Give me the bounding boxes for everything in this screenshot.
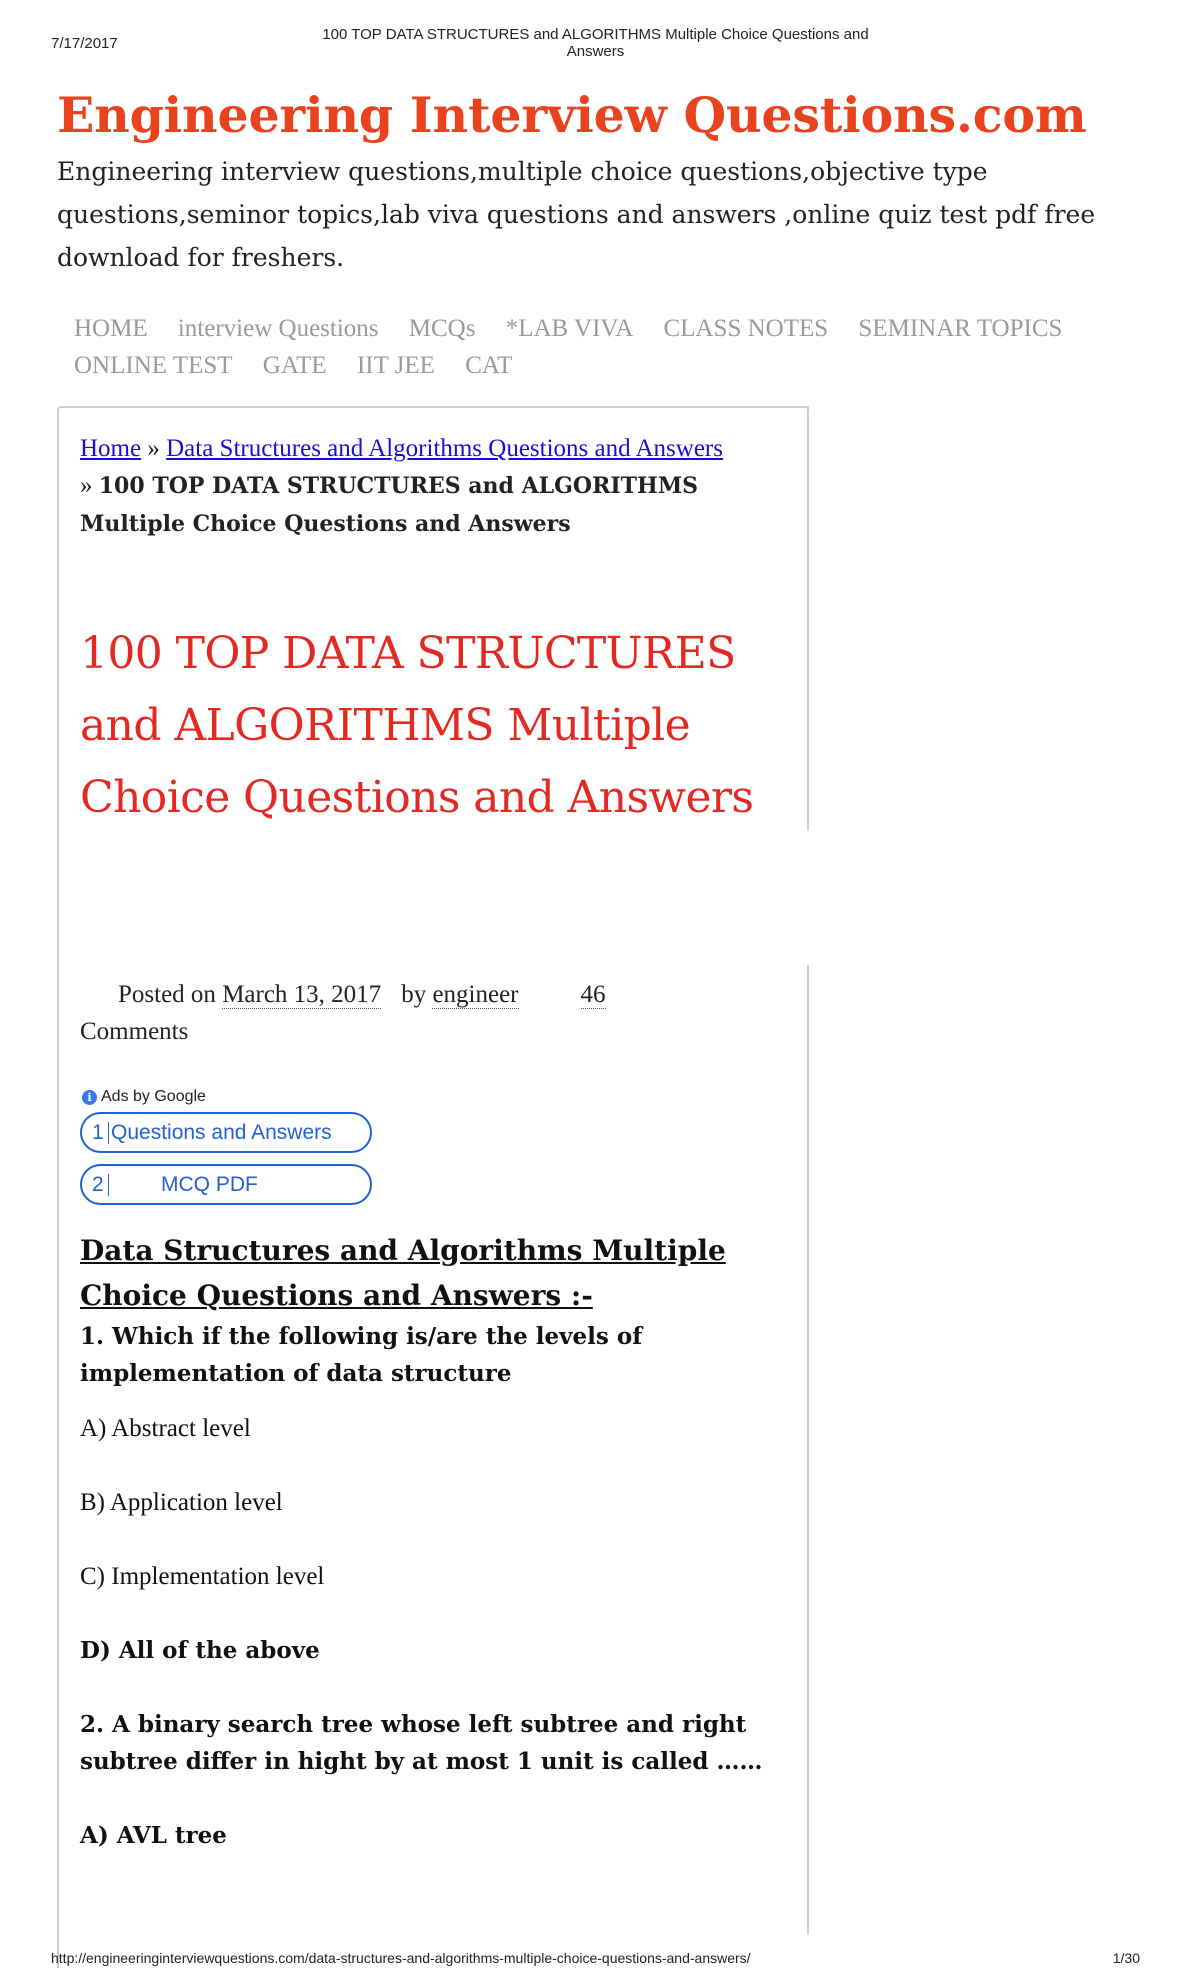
- ads-label[interactable]: [82, 1088, 206, 1106]
- nav-item-cat[interactable]: CAT: [465, 352, 513, 379]
- question-2: 2. A binary search tree whose left subtree and right subtree differ in hight by at most 1 unit is called ……: [80, 1711, 763, 1775]
- post-title: 100 TOP DATA STRUCTURES and ALGORITHMS Multiple Choice Questions and Answers: [80, 628, 754, 823]
- ad-separator: [108, 1122, 109, 1144]
- ad-separator: [108, 1174, 109, 1196]
- post-meta: [80, 976, 680, 1050]
- nav-item-class-notes[interactable]: CLASS NOTES: [663, 315, 829, 342]
- comments-label[interactable]: Comments: [80, 1018, 189, 1045]
- by-label: by: [401, 981, 427, 1008]
- ad-number: 1: [92, 1120, 104, 1144]
- ad-text: MCQ PDF: [161, 1172, 258, 1196]
- print-page-title: 100 TOP DATA STRUCTURES and ALGORITHMS Multiple Choice Questions and Answers: [322, 26, 869, 60]
- breadcrumb-current: 100 TOP DATA STRUCTURES and ALGORITHMS Multiple Choice Questions and Answers: [80, 473, 699, 537]
- nav-item-interview-questions[interactable]: interview Questions: [177, 315, 379, 342]
- print-footer: [51, 1950, 1140, 1966]
- print-date: 7/17/2017: [51, 34, 118, 52]
- breadcrumb-separator: »: [141, 435, 167, 462]
- content-box-border: [807, 965, 809, 1935]
- print-header: [51, 26, 1140, 60]
- ad-number: 2: [92, 1172, 104, 1196]
- nav-item-lab-viva[interactable]: *LAB VIVA: [505, 315, 634, 342]
- site-title[interactable]: Engineering Interview Questions.com: [57, 86, 1087, 144]
- question-1: 1. Which if the following is/are the levels of implementation of data structure: [80, 1323, 643, 1387]
- post-author-link[interactable]: engineer: [432, 981, 519, 1008]
- breadcrumb-category-link[interactable]: Data Structures and Algorithms Questions and Answers: [166, 435, 723, 462]
- question-1-option-c: C) Implementation level: [80, 1563, 325, 1590]
- breadcrumb-separator: »: [80, 472, 99, 499]
- posted-on-label: Posted on: [118, 981, 216, 1008]
- breadcrumb: [80, 430, 740, 543]
- post-date-link[interactable]: March 13, 2017: [222, 981, 382, 1008]
- question-2-answer: A) AVL tree: [80, 1822, 227, 1849]
- ads-by-google-text: Ads by Google: [101, 1088, 206, 1105]
- breadcrumb-home-link[interactable]: Home: [80, 435, 142, 462]
- info-icon[interactable]: i: [82, 1090, 97, 1105]
- ad-link-questions-and-answers[interactable]: [80, 1112, 372, 1153]
- nav-item-seminar-topics[interactable]: SEMINAR TOPICS: [858, 315, 1063, 342]
- nav-item-mcqs[interactable]: MCQs: [408, 315, 476, 342]
- ad-text: Questions and Answers: [111, 1120, 332, 1144]
- question-1-option-b: B) Application level: [80, 1489, 283, 1516]
- ad-link-mcq-pdf[interactable]: [80, 1164, 372, 1205]
- print-url: http://engineeringinterviewquestions.com/data-structures-and-algorithms-multiple-choice-questions-and-answers/: [51, 1950, 751, 1966]
- nav-item-home[interactable]: HOME: [74, 315, 148, 342]
- nav-item-iit-jee[interactable]: IIT JEE: [356, 352, 435, 379]
- content-box-border: [807, 406, 809, 831]
- main-nav: [74, 310, 1094, 384]
- section-heading: Data Structures and Algorithms Multiple Choice Questions and Answers :-: [80, 1234, 726, 1312]
- nav-item-online-test[interactable]: ONLINE TEST: [74, 352, 233, 379]
- comments-count-link[interactable]: 46: [580, 981, 606, 1008]
- nav-item-gate[interactable]: GATE: [262, 352, 327, 379]
- site-description: Engineering interview questions,multiple choice questions,objective type questions,seminor topics,lab viva questions and answers ,online quiz test pdf free download for freshers.: [57, 157, 1096, 272]
- question-1-option-a: A) Abstract level: [80, 1415, 251, 1442]
- question-1-answer: D) All of the above: [80, 1637, 320, 1664]
- print-page-number: 1/30: [1112, 1950, 1140, 1966]
